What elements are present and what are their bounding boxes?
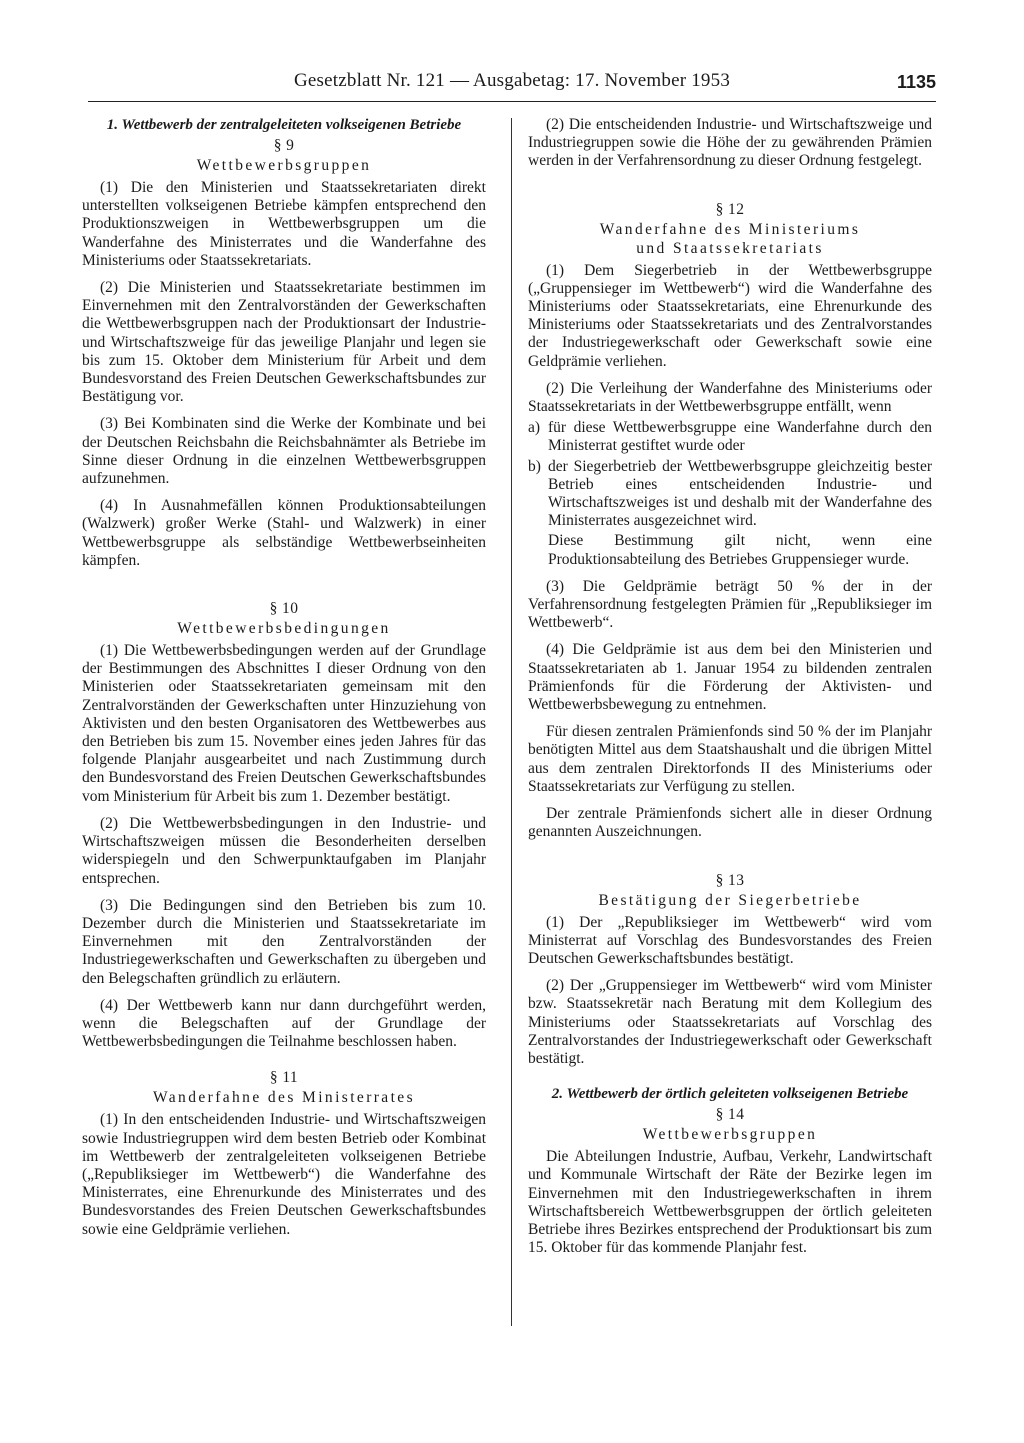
section-12-paragraph-5: Für diesen zentralen Prämienfonds sind 50 % der im Planjahr benötigten Mittel aus dem Staatshaushalt und die übrigen Mittel aus dem zentralen Direktorfonds II des Ministeriums oder Staatssekretariats zur Verfügung zu stellen.	[528, 723, 932, 795]
section-9-paragraph-2: (2) Die Ministerien und Staatssekretariate bestimmen im Einvernehmen mit den Zentralvorständen der Gewerkschaften die Wettbewerbsgruppen nach der Produktionsart der Industrie- und Wirtschaftszweige für das jeweilige Planjahr und legen sie bis zum 15. Oktober dem Ministerium für Arbeit und dem Bundesvorstand des Freien Deutschen Gewerkschaftsbundes zur Bestätigung vor.	[82, 279, 486, 406]
section-13-number: § 13	[715, 871, 745, 889]
section-12-paragraph-3: (3) Die Geldprämie beträgt 50 % der in der Verfahrensordnung festgelegten Prämien für „Republiksieger im Wettbewerb“.	[528, 577, 932, 632]
section-14-number: § 14	[715, 1106, 745, 1124]
section-9-paragraph-3: (3) Bei Kombinaten sind die Werke der Kombinate und bei der Deutschen Reichsbahn die Reichsbahnämter als Betriebe im Sinne dieser Ordnung in die einzelnen Wettbewerbsgruppen aufzunehmen.	[82, 415, 486, 488]
part-2-heading: 2. Wettbewerb der örtlich geleiteten volkseigenen Betriebe	[551, 1086, 909, 1103]
page-number: 1135	[896, 72, 936, 92]
part-1-heading: 1. Wettbewerb der zentralgeleiteten volkseigenen Betriebe	[106, 117, 462, 133]
section-12-paragraph-1: (1) Dem Siegerbetrieb in der Wettbewerbsgruppe („Gruppensieger im Wettbewerb“) wird die Wanderfahne des Ministeriums oder Staatssekretariats, eine Ehrenurkunde des Ministeriums oder Staatssekretariats und des Zentralvorstandes der Industriegewerkschaft oder Gewerkschaft sowie eine Geldprämie verliehen.	[528, 261, 932, 370]
left-column	[82, 116, 486, 1248]
list-item-label: b)	[528, 457, 541, 475]
section-12-number: § 12	[715, 200, 745, 218]
section-13-paragraph-1: (1) Der „Republiksieger im Wettbewerb“ wird vom Ministerrat auf Vorschlag des Bundesvorstandes des Freien Deutschen Gewerkschaftsbundes bestätigt.	[528, 913, 932, 967]
section-10-paragraph-1: (1) Die Wettbewerbsbedingungen werden auf der Grundlage der Bestimmungen des Abschnittes I dieser Ordnung von den Ministerien oder Staatssekretariaten gemeinsam mit den Zentralvorständen der Gewerkschaften unter Hinzuziehung von Aktivisten und den besten Organisatoren des Wettbewerbes aus den Betrieben bis zum 15. November eines jeden Jahres für das folgende Planjahr ausgearbeitet und nach Zustimmung durch den Bundesvorstand des Freien Deutschen Gewerkschaftsbundes vom Ministerium für Arbeit bis zum 1. Dezember bestätigt.	[82, 642, 486, 805]
section-11-title: Wanderfahne des Ministerrates	[152, 1089, 416, 1107]
spacer	[528, 851, 932, 871]
section-13-title: Bestätigung der Siegerbetriebe	[598, 891, 862, 909]
section-10-paragraph-3: (3) Die Bedingungen sind den Betrieben bis zum 10. Dezember durch die Ministerien und Staatssekretariate im Einvernehmen mit den Zentralvorständen der Industriegewerkschaften und Gewerkschaften zu übergeben und den Belegschaften gründlich zu erläutern.	[82, 896, 486, 987]
section-12-paragraph-4: (4) Die Geldprämie ist aus dem bei den Ministerien und Staatssekretariaten ab 1. Januar 1954 zu bildenden zentralen Prämienfonds für die Förderung der Aktivisten- und Wettbewerbsbewegung zu entnehmen.	[528, 641, 932, 714]
list-item-label: a)	[528, 419, 541, 437]
section-9-paragraph-4: (4) In Ausnahmefällen können Produktionsabteilungen (Walzwerk) großer Werke (Stahl- und Walzwerk) in einer Wettbewerbsgruppe als selbständige Wettbewerbseinheiten kämpfen.	[82, 497, 486, 569]
section-12-title-line-1: Wanderfahne des Ministeriums	[599, 220, 861, 238]
header-rule	[88, 101, 936, 102]
section-9-title: Wettbewerbsgruppen	[196, 157, 372, 174]
list-item-a	[528, 419, 932, 455]
column-divider	[511, 118, 512, 1326]
spacer	[82, 579, 486, 599]
list-item-b-note: Diese Bestimmung gilt nicht, wenn eine Produktionsabteilung des Betriebes Gruppensieger wurde.	[548, 532, 932, 568]
right-column	[528, 116, 932, 1266]
section-9-paragraph-1: (1) Die den Ministerien und Staatssekretariaten direkt unterstellten volkseigenen Betriebe kämpfen entsprechend den Produktionszweigen in Wettbewerbsgruppen um die Wanderfahne des Ministerrates und die Wanderfahne des Ministeriums oder Staatssekretariats.	[82, 179, 486, 269]
section-13-paragraph-2: (2) Der „Gruppensieger im Wettbewerb“ wird vom Minister bzw. Staatssekretär nach Beratung mit dem Kollegium des Ministeriums oder Staatssekretariats auf Vorschlag des Zentralvorstandes der Industriegewerkschaft oder Gewerkschaft bestätigt.	[528, 977, 932, 1067]
spacer	[82, 1060, 486, 1068]
section-10-title: Wettbewerbsbedingungen	[177, 620, 391, 638]
section-10-number: § 10	[269, 600, 299, 618]
section-9-number: § 9	[273, 137, 295, 154]
section-11-paragraph-2: (2) Die entscheidenden Industrie- und Wirtschaftszweige und Industriegruppen sowie die Höhe der zu gewährenden Prämien werden in der Verfahrensordnung zu dieser Ordnung festgelegt.	[528, 116, 932, 170]
spacer	[528, 1077, 932, 1085]
list-item-b	[528, 458, 932, 531]
section-12-paragraph-6: Der zentrale Prämienfonds sichert alle in dieser Ordnung genannten Auszeichnungen.	[528, 805, 932, 841]
list-item-text: der Siegerbetrieb der Wettbewerbsgruppe gleichzeitig bester Betrieb eines entscheidenden Industrie- und Wirtschaftszweiges ist und deshalb mit der Wanderfahne des Ministerrates ausgezeichnet wird.	[548, 457, 932, 530]
spacer	[528, 180, 932, 200]
section-14-title: Wettbewerbsgruppen	[642, 1126, 818, 1144]
section-11-number: § 11	[269, 1069, 299, 1087]
section-11-paragraph-1: (1) In den entscheidenden Industrie- und Wirtschaftszweigen sowie Industriegruppen wird dem besten Betrieb oder Kombinat im Wettbewerb der zentralgeleiteten volkseigenen Betriebe („Republiksieger im Wettbewerb“) die Wanderfahne des Ministerrates, eine Ehrenurkunde des Ministerrates und des Bundesvorstandes des Freien Deutschen Gewerkschaftsbundes sowie eine Geldprämie verliehen.	[82, 1111, 486, 1238]
section-10-paragraph-2: (2) Die Wettbewerbsbedingungen in den Industrie- und Wirtschaftszweigen müssen die Besonderheiten derselben widerspiegeln und den Schwerpunktaufgaben im Planjahr entsprechen.	[82, 814, 486, 887]
running-header	[88, 70, 936, 96]
section-12-paragraph-2: (2) Die Verleihung der Wanderfahne des Ministeriums oder Staatssekretariats in der Wettbewerbsgruppe entfällt, wenn	[528, 379, 932, 416]
section-10-paragraph-4: (4) Der Wettbewerb kann nur dann durchgeführt werden, wenn die Belegschaften auf der Grundlage der Wettbewerbsbedingungen die Teilnahme beschlossen haben.	[82, 996, 486, 1051]
section-12-title-line-2: und Staatssekretariats	[636, 239, 824, 257]
section-14-paragraph-1: Die Abteilungen Industrie, Aufbau, Verkehr, Landwirtschaft und Kommunale Wirtschaft der Räte der Bezirke legen im Einvernehmen mit den Industriegewerkschaften in ihrem Wirtschaftsbereich Wettbewerbsgruppen der örtlich geleiteten Betriebe ihres Bezirkes entsprechend der Produktionsart bis zum 15. Oktober für das kommende Planjahr fest.	[528, 1148, 932, 1257]
running-title: Gesetzblatt Nr. 121 — Ausgabetag: 17. November 1953	[293, 70, 731, 91]
list-item-text: für diese Wettbewerbsgruppe eine Wanderfahne durch den Ministerrat gestiftet wurde oder	[548, 419, 932, 455]
